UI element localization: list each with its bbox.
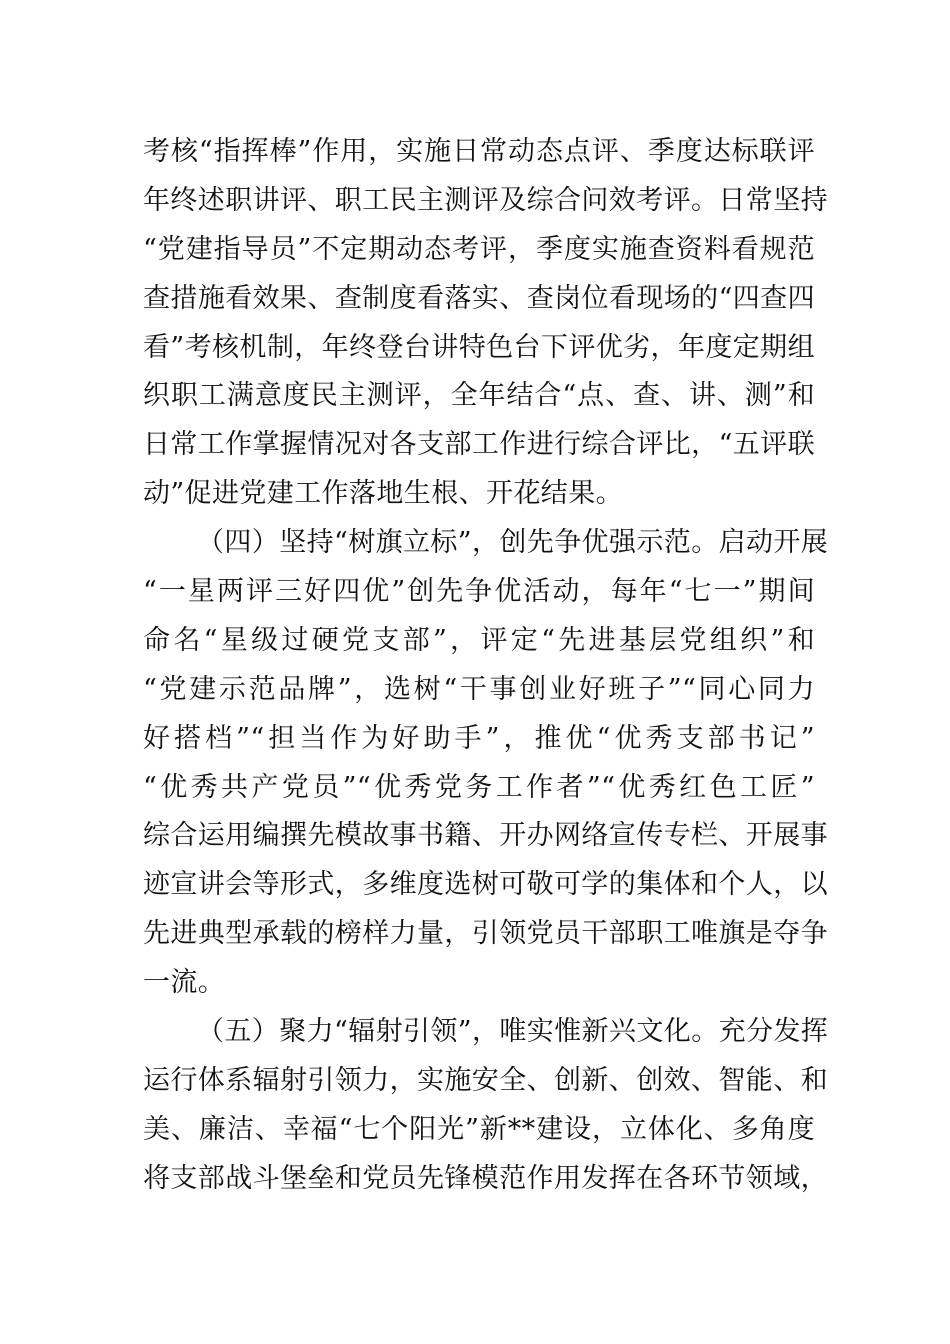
text-line-10: “一星两评三好四优”创先争优活动，每年“七一”期间: [143, 576, 815, 608]
text-line-16: 迹宣讲会等形式，多维度选树可敬可学的集体和个人，以: [143, 869, 828, 901]
text-line-2: 年终述职讲评、职工民主测评及综合问效考评。日常坚持: [143, 184, 828, 216]
text-line-18: 一流。: [143, 967, 226, 999]
text-line-5: 看”考核机制，年终登台讲特色台下评优劣，年度定期组: [143, 331, 815, 363]
text-line-6: 织职工满意度民主测评，全年结合“点、查、讲、测”和: [143, 380, 815, 412]
text-line-17: 先进典型承载的榜样力量，引领党员干部职工唯旗是夺争: [143, 918, 828, 950]
text-line-14: “优秀共产党员”“优秀党务工作者”“优秀红色工匠”: [143, 771, 815, 803]
text-line-12: “党建示范品牌”，选树“干事创业好班子”“同心同力: [143, 673, 815, 705]
text-line-21: 美、廉洁、幸福“七个阳光”新**建设，立体化、多角度: [143, 1113, 815, 1145]
text-line-22: 将支部战斗堡垒和党员先锋模范作用发挥在各环节领域，: [143, 1162, 828, 1194]
text-line-20: 运行体系辐射引领力，实施安全、创新、创效、智能、和: [143, 1064, 828, 1096]
text-line-11: 命名“星级过硬党支部”，评定“先进基层党组织”和: [143, 624, 815, 656]
text-line-8: 动”促进党建工作落地生根、开花结果。: [143, 478, 624, 510]
text-line-13: 好搭档”“担当作为好助手”，推优“优秀支部书记”: [143, 722, 815, 754]
text-line-9: （四）坚持“树旗立标”，创先争优强示范。启动开展: [197, 527, 829, 559]
text-line-19: （五）聚力“辐射引领”，唯实惟新兴文化。充分发挥: [197, 1016, 829, 1048]
text-line-4: 查措施看效果、查制度看落实、查岗位看现场的“四查四: [143, 282, 815, 314]
text-line-1: 考核“指挥棒”作用，实施日常动态点评、季度达标联评: [143, 136, 815, 167]
body-text: [143, 128, 829, 1204]
text-line-7: 日常工作掌握情况对各支部工作进行综合评比，“五评联: [143, 429, 815, 461]
text-line-3: “党建指导员”不定期动态考评，季度实施查资料看规范: [143, 233, 815, 265]
text-line-15: 综合运用编撰先模故事书籍、开办网络宣传专栏、开展事: [143, 820, 828, 852]
